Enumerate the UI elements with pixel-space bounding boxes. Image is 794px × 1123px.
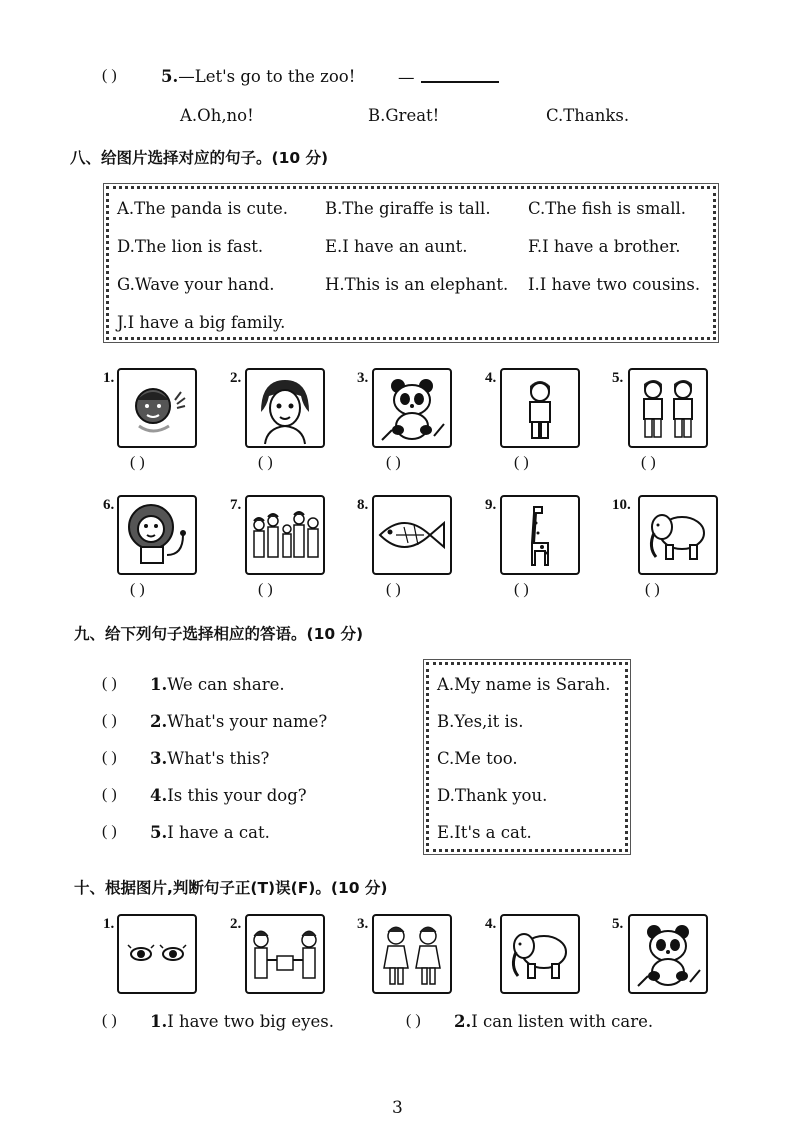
answer-paren[interactable]: ( ) [258, 581, 273, 598]
question-item [150, 712, 327, 731]
question-text: I have a cat. [167, 823, 270, 842]
answer-paren[interactable]: ( ) [102, 675, 117, 692]
question-number: 3. [150, 749, 168, 768]
option-b: B.Great! [368, 106, 440, 125]
question-text: —Let's go to the zoo! [178, 67, 356, 86]
picture-number: 8. [357, 497, 369, 513]
answer-paren[interactable]: ( ) [130, 581, 145, 598]
question-text: What's your name? [167, 712, 328, 731]
picture-number: 5. [612, 370, 624, 386]
two-girls-icon [372, 914, 452, 994]
answer-e: E.It's a cat. [437, 823, 532, 842]
answer-paren[interactable]: ( ) [130, 454, 145, 471]
question-number: 4. [150, 786, 168, 805]
two-boys-cousins-icon [628, 368, 708, 448]
dash: — [398, 68, 415, 87]
statement-number: 2. [454, 1012, 472, 1031]
answer-b: B.Yes,it is. [437, 712, 524, 731]
answer-paren[interactable]: ( ) [406, 1012, 421, 1029]
statement-number: 1. [150, 1012, 168, 1031]
choice-j: J.I have a big family. [117, 313, 286, 332]
answer-paren[interactable]: ( ) [514, 581, 529, 598]
statement-item [150, 1012, 334, 1031]
answer-paren[interactable]: ( ) [102, 749, 117, 766]
choice-b: B.The giraffe is tall. [325, 199, 491, 218]
question-number: 1. [150, 675, 168, 694]
eyes-icon [117, 914, 197, 994]
answer-paren[interactable]: ( ) [641, 454, 656, 471]
statement-text: I have two big eyes. [167, 1012, 334, 1031]
woman-aunt-icon [245, 368, 325, 448]
blank-line [421, 67, 499, 83]
question-text: What's this? [167, 749, 270, 768]
picture-number: 3. [357, 916, 369, 932]
boy-brother-icon [500, 368, 580, 448]
panda-icon [372, 368, 452, 448]
question-text: We can share. [167, 675, 285, 694]
question-number: 5. [161, 67, 179, 86]
big-family-icon [245, 495, 325, 575]
question-number: 2. [150, 712, 168, 731]
picture-number: 4. [485, 370, 497, 386]
picture-number: 1. [103, 370, 115, 386]
choice-d: D.The lion is fast. [117, 237, 264, 256]
picture-number: 1. [103, 916, 115, 932]
choice-c: C.The fish is small. [528, 199, 687, 218]
answer-paren[interactable]: ( ) [102, 1012, 117, 1029]
giraffe-icon [500, 495, 580, 575]
picture-number: 4. [485, 916, 497, 932]
question-item [150, 786, 307, 805]
answer-a: A.My name is Sarah. [437, 675, 611, 694]
question-item [150, 823, 270, 842]
answer-c: C.Me too. [437, 749, 518, 768]
choice-f: F.I have a brother. [528, 237, 681, 256]
choice-a: A.The panda is cute. [117, 199, 288, 218]
panda-icon [628, 914, 708, 994]
option-c: C.Thanks. [546, 106, 630, 125]
picture-number: 7. [230, 497, 242, 513]
question-text: Is this your dog? [167, 786, 307, 805]
option-a: A.Oh,no! [180, 106, 254, 125]
choice-h: H.This is an elephant. [325, 275, 509, 294]
picture-number: 2. [230, 370, 242, 386]
answer-blank[interactable] [398, 67, 499, 87]
answer-paren[interactable]: ( ) [258, 454, 273, 471]
question-stem [161, 67, 355, 86]
question-item [150, 749, 269, 768]
question-number: 5. [150, 823, 168, 842]
answer-paren[interactable]: ( ) [386, 581, 401, 598]
answer-paren[interactable]: ( ) [102, 712, 117, 729]
answer-paren[interactable]: ( ) [514, 454, 529, 471]
section-10-title: 十、根据图片,判断句子正(T)误(F)。(10 分) [74, 879, 388, 897]
page-number: 3 [392, 1098, 403, 1118]
section-9-title: 九、给下列句子选择相应的答语。(10 分) [74, 625, 364, 643]
picture-number: 10. [612, 497, 631, 513]
answer-paren[interactable]: ( ) [386, 454, 401, 471]
choice-g: G.Wave your hand. [117, 275, 275, 294]
sharing-children-icon [245, 914, 325, 994]
elephant-icon [638, 495, 718, 575]
section-8-title: 八、给图片选择对应的句子。(10 分) [70, 149, 329, 167]
fish-icon [372, 495, 452, 575]
answer-d: D.Thank you. [437, 786, 548, 805]
picture-number: 9. [485, 497, 497, 513]
picture-number: 5. [612, 916, 624, 932]
statement-item [454, 1012, 653, 1031]
answer-paren[interactable]: ( ) [102, 786, 117, 803]
lion-icon [117, 495, 197, 575]
elephant-icon [500, 914, 580, 994]
picture-number: 6. [103, 497, 115, 513]
choice-i: I.I have two cousins. [528, 275, 701, 294]
answer-paren[interactable]: ( ) [102, 823, 117, 840]
waving-boy-icon [117, 368, 197, 448]
answer-paren[interactable]: ( ) [645, 581, 660, 598]
picture-number: 3. [357, 370, 369, 386]
picture-number: 2. [230, 916, 242, 932]
statement-text: I can listen with care. [471, 1012, 654, 1031]
answer-paren[interactable]: ( ) [102, 67, 117, 84]
choice-e: E.I have an aunt. [325, 237, 468, 256]
question-item [150, 675, 285, 694]
